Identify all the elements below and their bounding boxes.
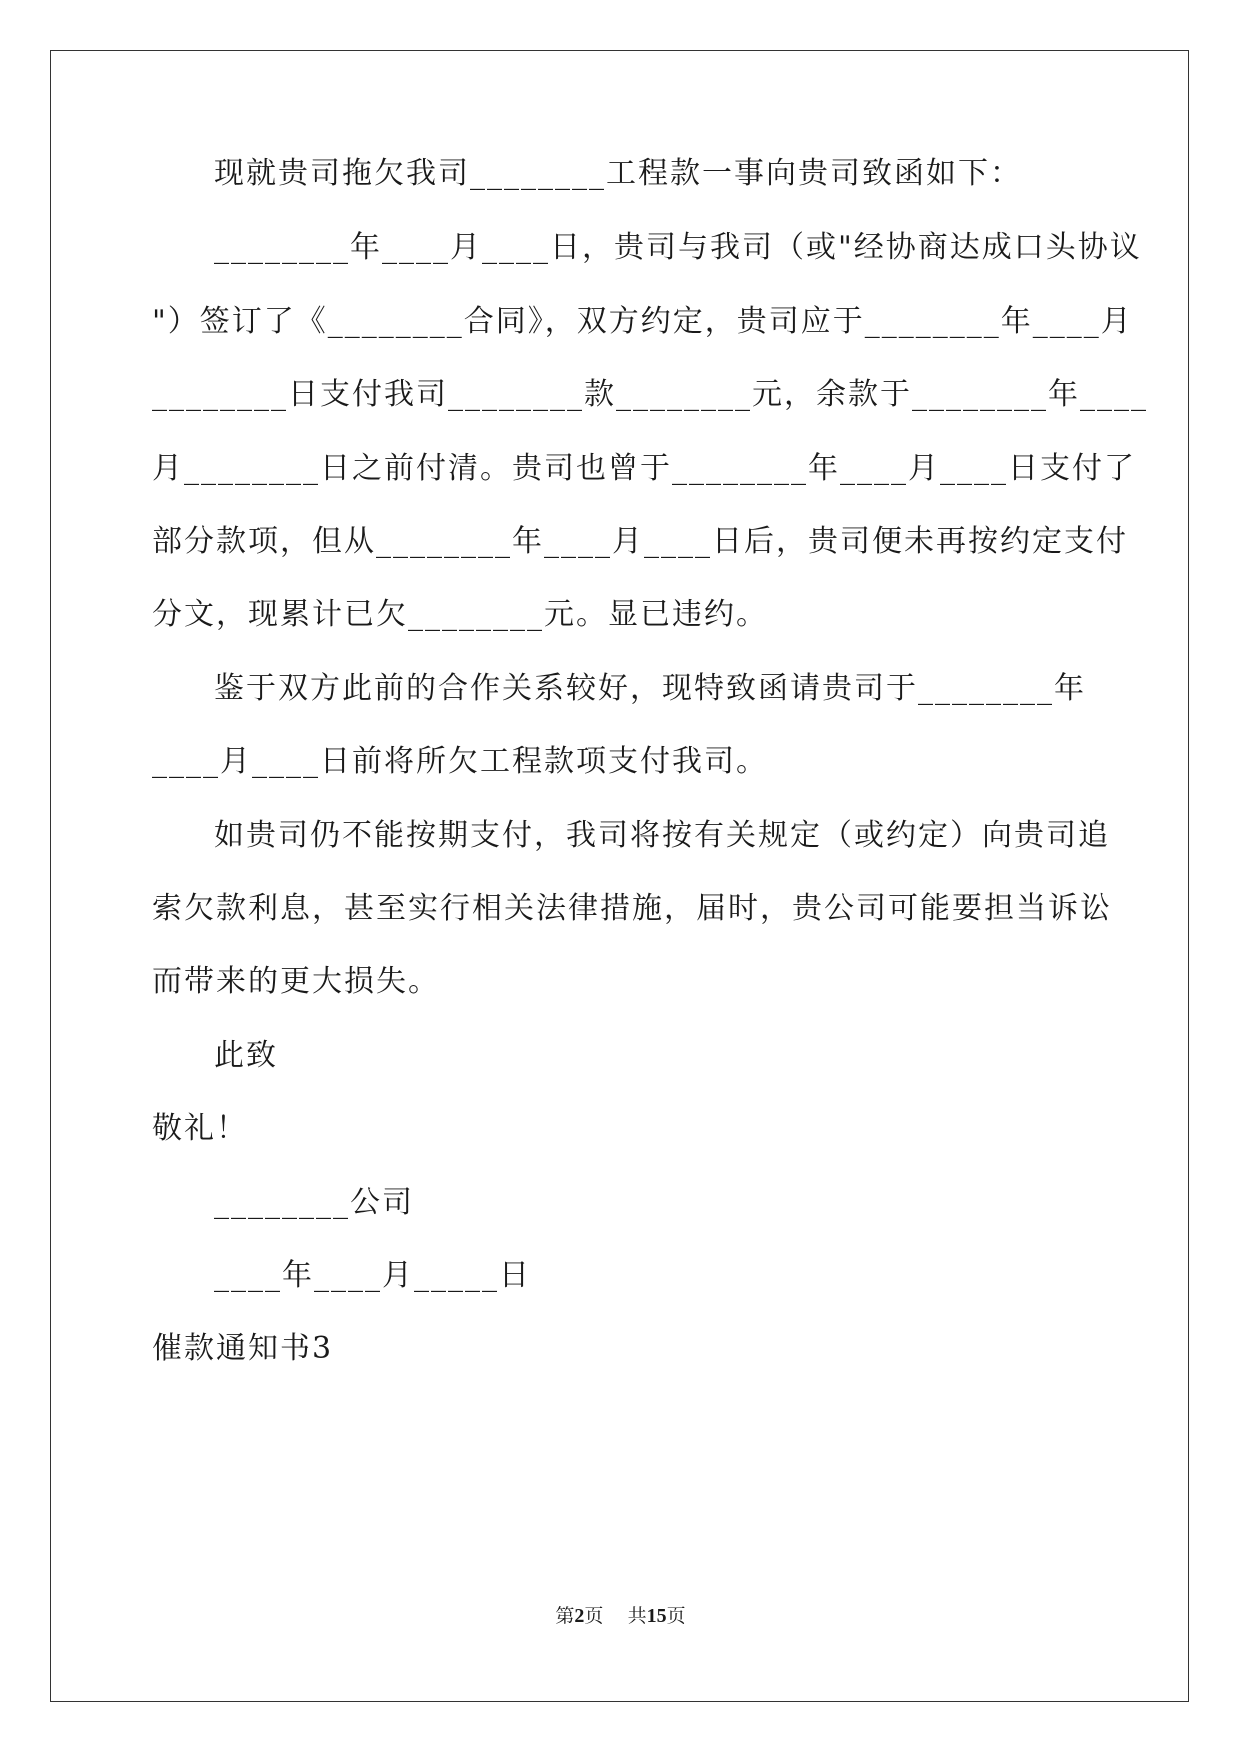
paragraph-line: 分文，现累计已欠________元。显已违约。 <box>152 597 768 632</box>
page-prefix: 第 <box>555 1605 575 1627</box>
total-pages: 15 <box>646 1605 667 1627</box>
signature-company: ________公司 <box>214 1185 414 1220</box>
paragraph-line: 现就贵司拖欠我司________工程款一事向贵司致函如下： <box>214 156 1022 191</box>
page-border <box>50 50 1189 1702</box>
paragraph-line: "）签订了《________合同》，双方约定，贵司应于________年____月 <box>152 304 1133 339</box>
paragraph-line: 月________日之前付清。贵司也曾于________年____月____日支付了 <box>152 451 1136 486</box>
section-heading: 催款通知书3 <box>152 1331 334 1366</box>
signature-date: ____年____月_____日 <box>214 1258 531 1293</box>
paragraph-line: ________日支付我司________款________元，余款于________年____ <box>152 377 1148 412</box>
page-number: 2 <box>574 1605 585 1627</box>
paragraph-line: 如贵司仍不能按期支付，我司将按有关规定（或约定）向贵司追 <box>214 818 1110 853</box>
paragraph-line: 部分款项，但从________年____月____日后，贵司便未再按约定支付 <box>152 524 1128 559</box>
paragraph-line: 索欠款利息，甚至实行相关法律措施，届时，贵公司可能要担当诉讼 <box>152 891 1112 926</box>
paragraph-line: ________年____月____日，贵司与我司（或"经协商达成口头协议 <box>214 230 1142 265</box>
paragraph-line: ____月____日前将所欠工程款项支付我司。 <box>152 744 768 779</box>
page-suffix: 页 <box>584 1605 604 1627</box>
paragraph-line: 而带来的更大损失。 <box>152 964 440 999</box>
paragraph-line: 鉴于双方此前的合作关系较好，现特致函请贵司于________年 <box>214 671 1086 706</box>
closing-regards: 敬礼！ <box>152 1111 248 1146</box>
total-suffix: 页 <box>666 1605 686 1627</box>
closing-salutation: 此致 <box>214 1038 278 1073</box>
total-prefix: 共 <box>627 1605 647 1627</box>
page-footer <box>0 1604 1241 1628</box>
